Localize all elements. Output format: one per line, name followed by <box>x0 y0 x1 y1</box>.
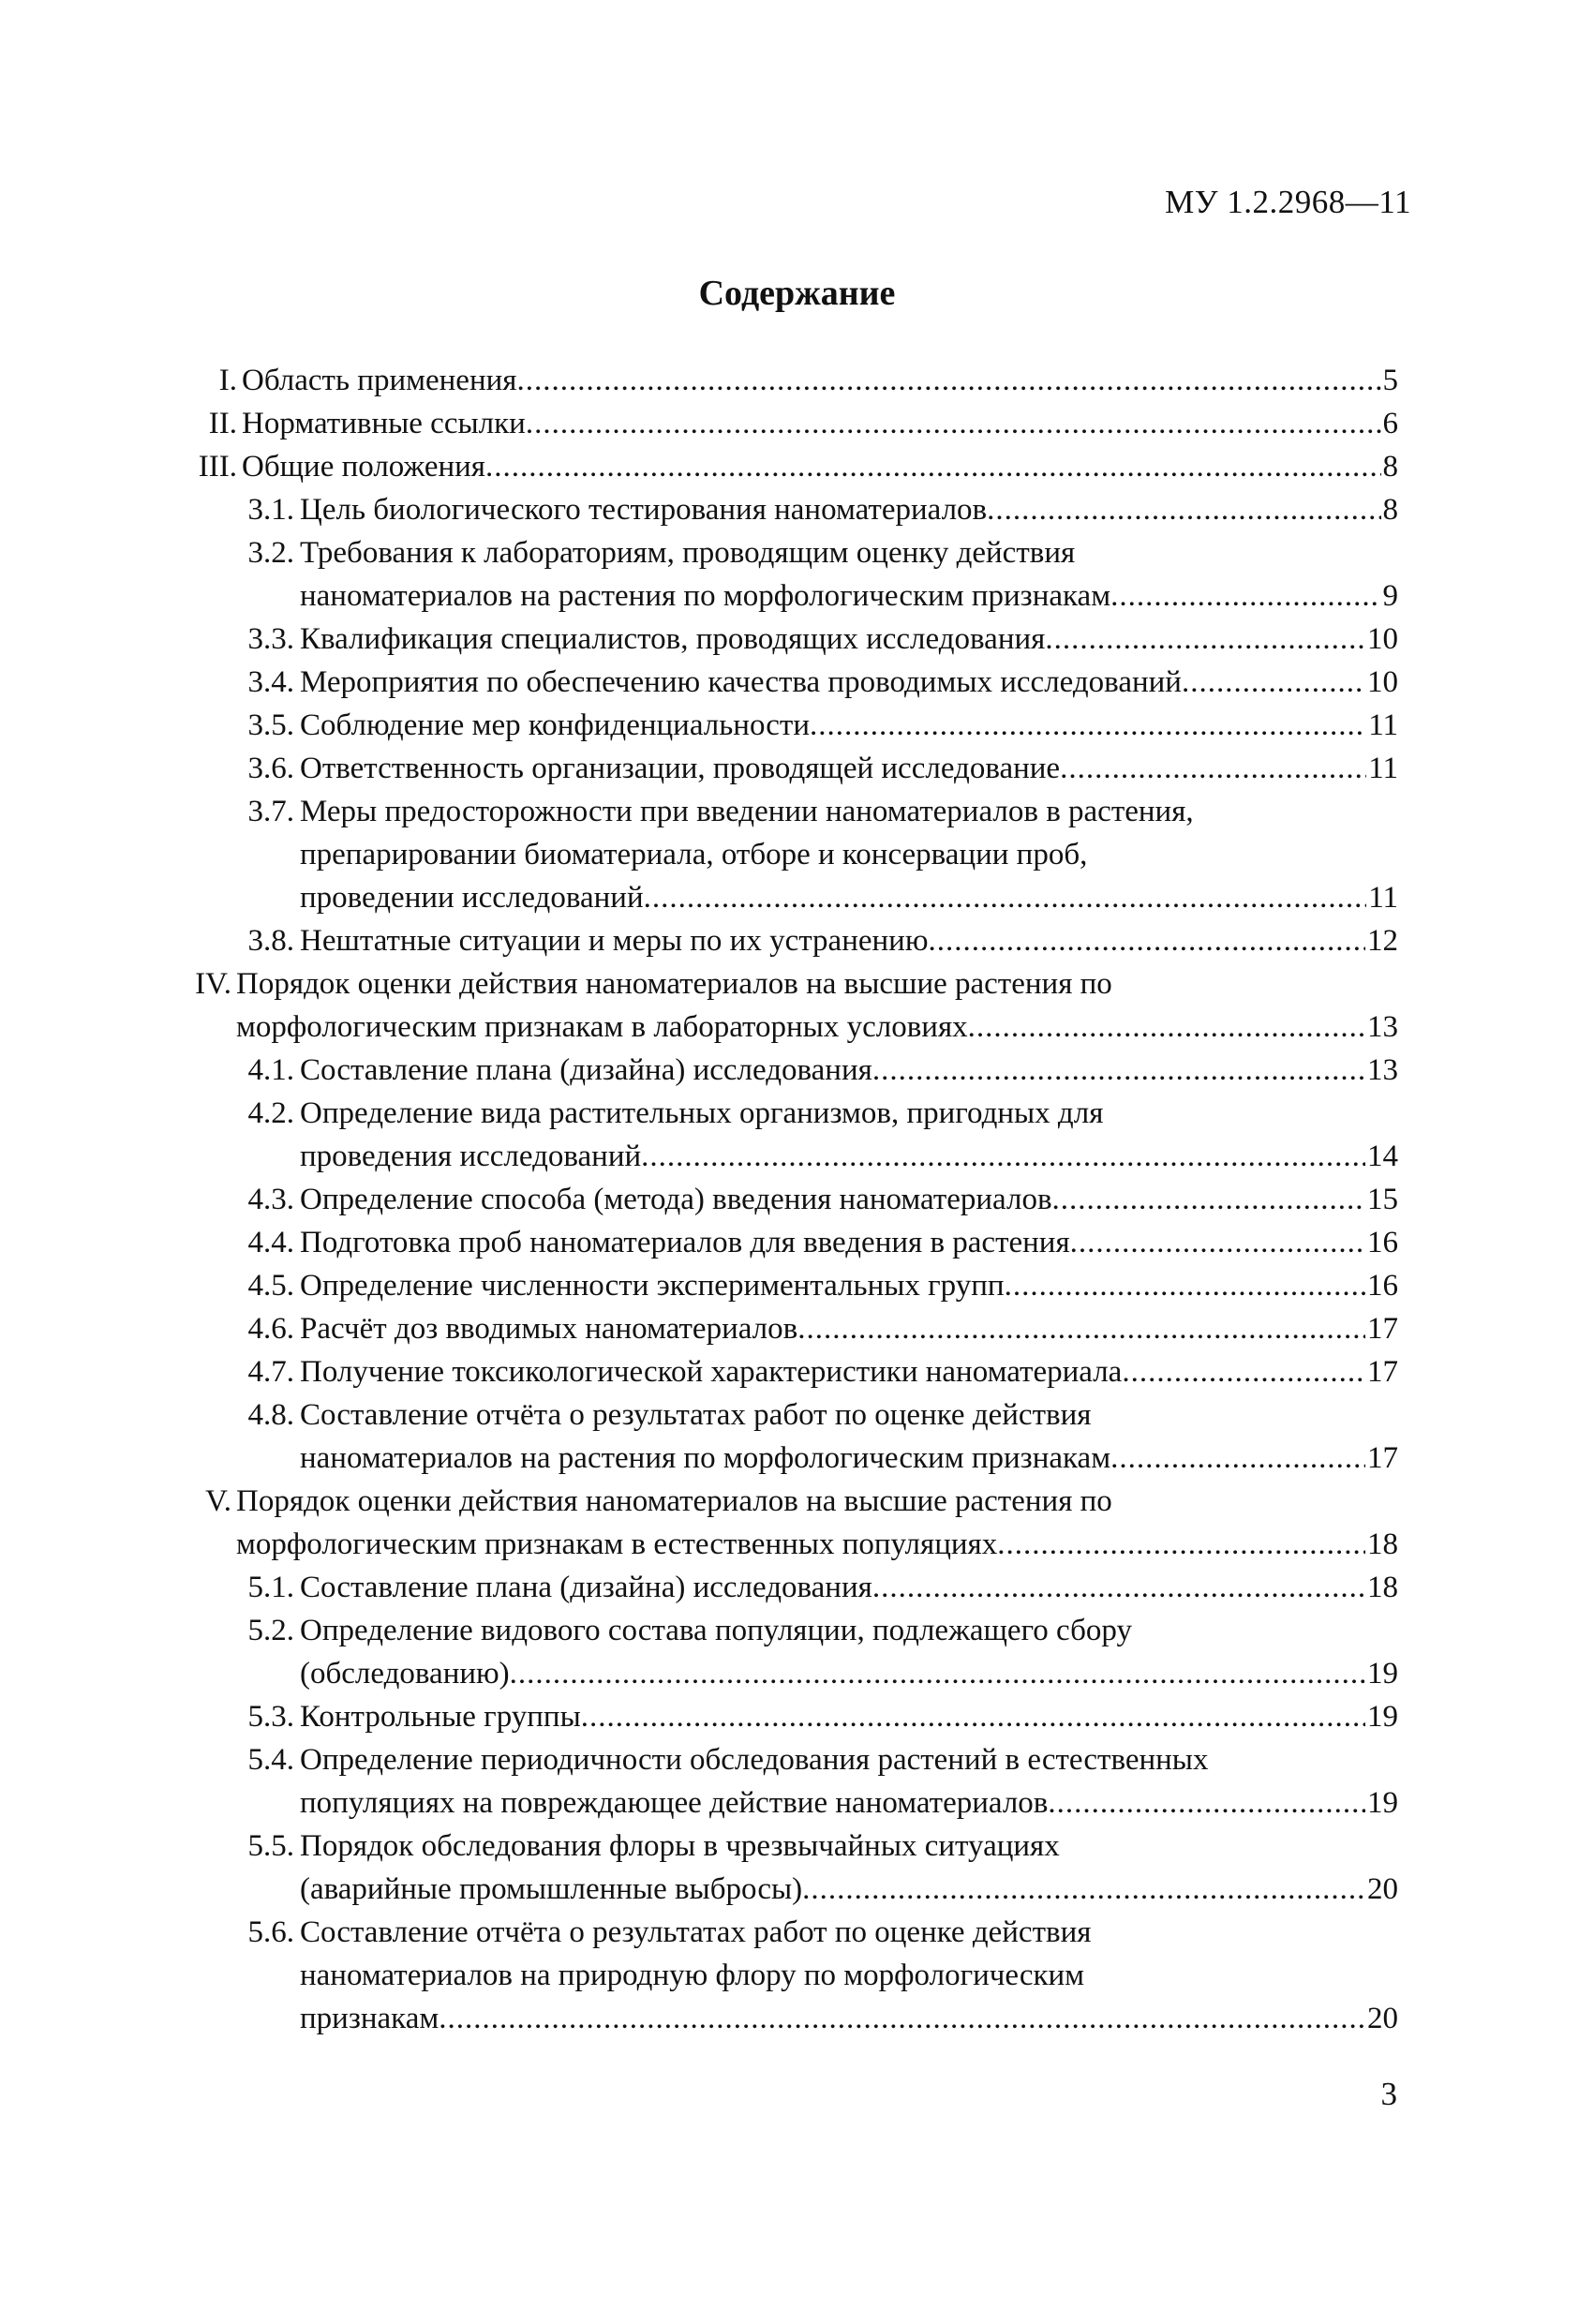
toc-entry[interactable] <box>0 919 1398 962</box>
toc-entry-title: Порядок обследования флоры в чрезвычайных ситуациях <box>300 1829 1060 1863</box>
toc-entry-number: 3.3. <box>247 622 294 656</box>
toc-entry-title: Область применения <box>242 364 517 397</box>
leader-dots <box>1005 1264 1365 1307</box>
toc-entry[interactable] <box>0 445 1398 488</box>
toc-entry[interactable] <box>0 1178 1398 1221</box>
toc-entry[interactable] <box>0 1695 1398 1738</box>
toc-entry[interactable] <box>0 1393 1398 1480</box>
toc-entry[interactable] <box>0 1738 1398 1825</box>
leader-dots <box>797 1307 1365 1350</box>
toc-entry-number: 5.1. <box>247 1571 294 1604</box>
toc-entry-number: 3.7. <box>247 795 294 828</box>
toc-entry-title: Получение токсикологической характеристики наноматериала <box>300 1355 1123 1389</box>
leader-dots <box>485 445 1381 488</box>
leader-dots <box>997 1523 1365 1566</box>
toc-entry[interactable] <box>0 1221 1398 1264</box>
toc-entry-page: 13 <box>1367 1053 1398 1087</box>
leader-dots <box>1110 1437 1365 1480</box>
toc-entry-number: 4.7. <box>247 1355 294 1389</box>
toc-entry-page: 5 <box>1382 364 1398 397</box>
toc-entry-title: Соблюдение мер конфиденциальности <box>300 708 811 742</box>
toc-entry-number: 3.8. <box>247 924 294 958</box>
leader-dots <box>928 919 1365 962</box>
leader-dots <box>1052 1178 1365 1221</box>
toc-entry-title: проведения исследований <box>300 1140 642 1173</box>
leader-dots <box>644 876 1367 919</box>
toc-entry-page: 6 <box>1382 407 1398 440</box>
toc-entry-number: 4.1. <box>247 1053 294 1087</box>
toc-entry-number: IV. <box>195 967 231 1001</box>
leader-dots <box>872 1566 1365 1609</box>
toc-entry-number: 4.8. <box>247 1398 294 1432</box>
toc-entry[interactable] <box>0 790 1398 919</box>
toc-entry-page: 11 <box>1368 752 1398 785</box>
toc-entry-page: 16 <box>1367 1226 1398 1259</box>
leader-dots <box>1060 747 1366 790</box>
toc-entry-title: Составление отчёта о результатах работ по оценке действия <box>300 1915 1092 1949</box>
toc-entry-page: 15 <box>1367 1183 1398 1216</box>
toc-entry-page: 13 <box>1367 1010 1398 1044</box>
toc-entry-page: 19 <box>1367 1786 1398 1820</box>
toc-entry-title: Составление отчёта о результатах работ по оценке действия <box>300 1398 1092 1432</box>
toc-entry-number: II. <box>208 407 237 440</box>
toc-entry-title: Определение видового состава популяции, подлежащего сбору <box>300 1614 1132 1647</box>
toc-entry-page: 16 <box>1367 1269 1398 1303</box>
toc-entry[interactable] <box>0 747 1398 790</box>
toc-entry[interactable] <box>0 704 1398 747</box>
leader-dots <box>987 488 1380 531</box>
toc-entry-title: Подготовка проб наноматериалов для введения в растения <box>300 1226 1070 1259</box>
toc-entry-title: Ответственность организации, проводящей исследование <box>300 752 1061 785</box>
toc-entry[interactable] <box>0 1825 1398 1911</box>
toc-entry-number: 5.2. <box>247 1614 294 1647</box>
toc-entry[interactable] <box>0 531 1398 618</box>
leader-dots <box>802 1868 1365 1911</box>
toc-entry-number: 3.6. <box>247 752 294 785</box>
toc-entry-title: Квалификация специалистов, проводящих исследования <box>300 622 1046 656</box>
toc-entry-number: 4.3. <box>247 1183 294 1216</box>
toc-entry-title: Порядок оценки действия наноматериалов на высшие растения по <box>236 967 1112 1001</box>
toc-entry[interactable] <box>0 661 1398 704</box>
toc-entry-title: проведении исследований <box>300 881 644 915</box>
toc-entry-title: наноматериалов на природную флору по морфологическим <box>300 1959 1085 1992</box>
toc-entry-title: признакам <box>300 2002 439 2035</box>
toc-entry[interactable] <box>0 1480 1398 1566</box>
toc-entry-page: 20 <box>1367 1872 1398 1906</box>
toc-entry-number: I. <box>218 364 237 397</box>
toc-entry-number: 3.4. <box>247 665 294 699</box>
toc-entry-title: Определение численности экспериментальных групп <box>300 1269 1005 1303</box>
toc-entry-number: 4.2. <box>247 1096 294 1130</box>
toc-entry[interactable] <box>0 1609 1398 1695</box>
toc-entry[interactable] <box>0 488 1398 531</box>
page-number: 3 <box>1380 2076 1397 2112</box>
leader-dots <box>810 704 1366 747</box>
toc-entry-title: популяциях на повреждающее действие наноматериалов <box>300 1786 1049 1820</box>
toc-entry-page: 9 <box>1382 579 1398 613</box>
toc-entry-page: 17 <box>1367 1312 1398 1346</box>
page-title: Содержание <box>698 274 896 313</box>
toc-entry[interactable] <box>0 1307 1398 1350</box>
toc-entry[interactable] <box>0 1566 1398 1609</box>
toc-entry-title: Порядок оценки действия наноматериалов на высшие растения по <box>236 1484 1112 1518</box>
toc-entry-title: Составление плана (дизайна) исследования <box>300 1571 872 1604</box>
leader-dots <box>510 1652 1365 1695</box>
leader-dots <box>1048 1781 1365 1825</box>
toc-entry-title: морфологическим признакам в естественных популяциях <box>236 1527 998 1561</box>
leader-dots <box>641 1135 1365 1178</box>
leader-dots <box>1045 618 1365 661</box>
toc-entry-title: Требования к лабораториям, проводящим оценку действия <box>300 536 1076 570</box>
toc-entry-number: V. <box>205 1484 231 1518</box>
toc-entry-page: 11 <box>1368 708 1398 742</box>
toc-entry-title: Определение вида растительных организмов, пригодных для <box>300 1096 1104 1130</box>
toc-entry[interactable] <box>0 618 1398 661</box>
toc-entry-page: 10 <box>1367 622 1398 656</box>
toc-entry-number: 4.4. <box>247 1226 294 1259</box>
toc-entry[interactable] <box>0 1092 1398 1178</box>
toc-entry[interactable] <box>0 1049 1398 1092</box>
toc-entry[interactable] <box>0 359 1398 402</box>
toc-entry-page: 8 <box>1382 493 1398 527</box>
toc-entry-title: Общие положения <box>242 450 485 484</box>
toc-entry-page: 18 <box>1367 1571 1398 1604</box>
leader-dots <box>1070 1221 1365 1264</box>
toc-entry-title: Определение способа (метода) введения наноматериалов <box>300 1183 1052 1216</box>
toc-entry-page: 14 <box>1367 1140 1398 1173</box>
toc-entry[interactable] <box>0 402 1398 445</box>
toc-entry-title: морфологическим признакам в лабораторных условиях <box>236 1010 968 1044</box>
toc-entry-page: 19 <box>1367 1700 1398 1734</box>
toc-entry[interactable] <box>0 1911 1398 2040</box>
toc-entry-title: наноматериалов на растения по морфологическим признакам <box>300 579 1111 613</box>
toc-entry-number: 4.5. <box>247 1269 294 1303</box>
toc-entry-title: Нештатные ситуации и меры по их устранению <box>300 924 929 958</box>
leader-dots <box>439 1997 1365 2040</box>
toc-entry-number: 5.3. <box>247 1700 294 1734</box>
toc-entry-page: 8 <box>1382 450 1398 484</box>
leader-dots <box>526 402 1381 445</box>
toc-entry-title: Меры предосторожности при введении наноматериалов в растения, <box>300 795 1194 828</box>
toc-entry-page: 12 <box>1367 924 1398 958</box>
toc-entry[interactable] <box>0 1264 1398 1307</box>
toc-entry-page: 18 <box>1367 1527 1398 1561</box>
toc-entry-page: 19 <box>1367 1657 1398 1691</box>
toc-entry-number: 3.2. <box>247 536 294 570</box>
toc-entry-title: (аварийные промышленные выбросы) <box>300 1872 803 1906</box>
toc-entry-title: наноматериалов на растения по морфологическим признакам <box>300 1441 1111 1475</box>
document-code: МУ 1.2.2968—11 <box>1165 184 1411 220</box>
toc-entry-title: (обследованию) <box>300 1657 510 1691</box>
toc-entry-title: Мероприятия по обеспечению качества проводимых исследований <box>300 665 1182 699</box>
leader-dots <box>872 1049 1365 1092</box>
toc-entry-title: Составление плана (дизайна) исследования <box>300 1053 872 1087</box>
toc-entry-title: Цель биологического тестирования наноматериалов <box>300 493 988 527</box>
leader-dots <box>1122 1350 1365 1393</box>
leader-dots <box>516 359 1380 402</box>
toc-entry-title: Определение периодичности обследования растений в естественных <box>300 1743 1209 1777</box>
toc-entry-page: 17 <box>1367 1441 1398 1475</box>
toc-entry-title: Контрольные группы <box>300 1700 581 1734</box>
toc-entry-number: 4.6. <box>247 1312 294 1346</box>
toc-entry-title: Нормативные ссылки <box>242 407 526 440</box>
toc-entry-page: 10 <box>1367 665 1398 699</box>
toc-entry-number: III. <box>198 450 237 484</box>
toc-entry-number: 3.1. <box>247 493 294 527</box>
toc-entry-title: препарировании биоматериала, отборе и консервации проб, <box>300 838 1088 872</box>
leader-dots <box>581 1695 1365 1738</box>
toc-entry-page: 11 <box>1368 881 1398 915</box>
toc-entry-number: 5.6. <box>247 1915 294 1949</box>
toc-entry-page: 20 <box>1367 2002 1398 2035</box>
toc-entry[interactable] <box>0 1350 1398 1393</box>
toc-entry-page: 17 <box>1367 1355 1398 1389</box>
leader-dots <box>968 1006 1365 1049</box>
toc-entry-number: 5.4. <box>247 1743 294 1777</box>
toc-entry-number: 3.5. <box>247 708 294 742</box>
toc-entry[interactable] <box>0 962 1398 1049</box>
toc-entry-title: Расчёт доз вводимых наноматериалов <box>300 1312 798 1346</box>
toc-entry-number: 5.5. <box>247 1829 294 1863</box>
leader-dots <box>1110 574 1380 618</box>
leader-dots <box>1182 661 1365 704</box>
